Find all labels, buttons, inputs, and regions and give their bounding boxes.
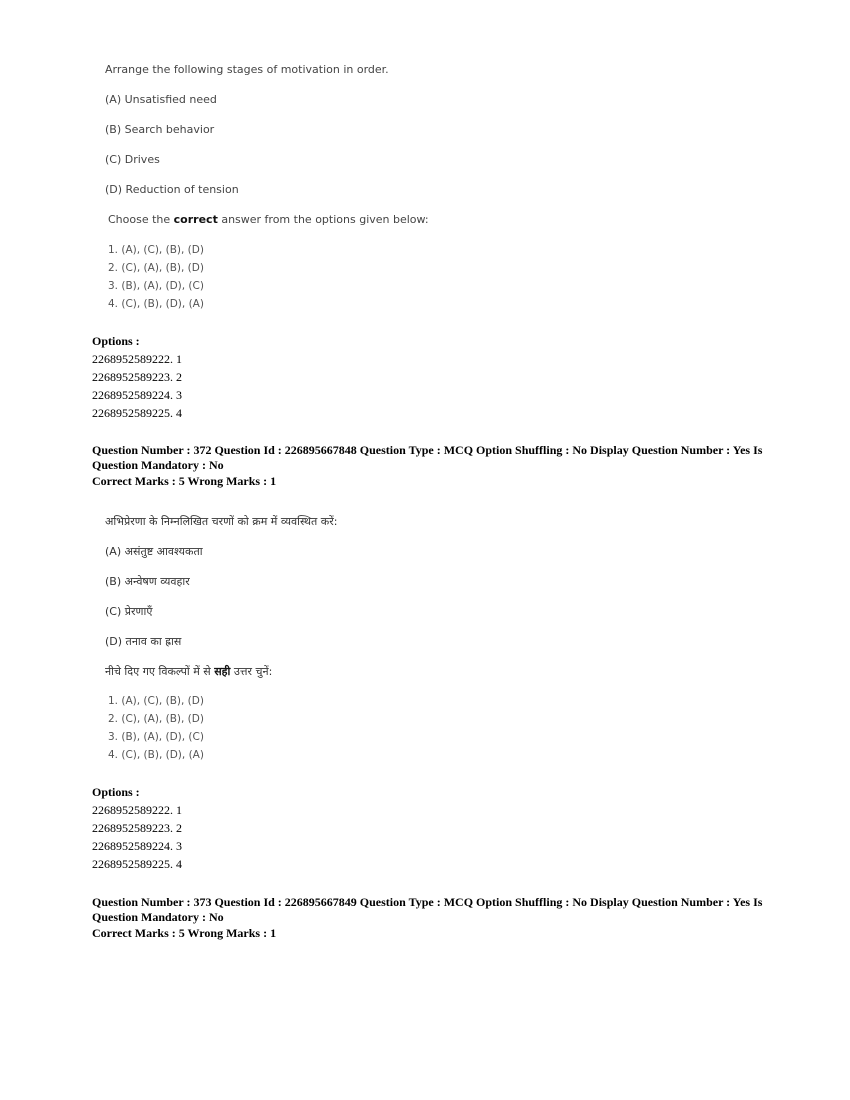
question-373-meta bbox=[92, 895, 782, 941]
question-marks: Correct Marks : 5 Wrong Marks : 1 bbox=[92, 926, 277, 940]
statement-c: (C) प्रेरणाएँ bbox=[105, 605, 153, 618]
answer-choice-2: 2. (C), (A), (B), (D) bbox=[108, 713, 204, 725]
option-id-3: 2268952589224. 3 bbox=[92, 388, 182, 402]
question-stem: Arrange the following stages of motivation in order. bbox=[105, 63, 389, 76]
statement-a: (A) असंतुष्ट आवश्यकता bbox=[105, 545, 203, 558]
option-id-4: 2268952589225. 4 bbox=[92, 406, 182, 420]
question-mandatory: Question Mandatory : No bbox=[92, 458, 224, 472]
statement-d: (D) Reduction of tension bbox=[105, 183, 239, 196]
statement-b: (B) अन्वेषण व्यवहार bbox=[105, 575, 190, 588]
statement-d: (D) तनाव का ह्रास bbox=[105, 635, 182, 648]
statement-c: (C) Drives bbox=[105, 153, 160, 166]
question-stem: अभिप्रेरणा के निम्नलिखित चरणों को क्रम में व्यवस्थित करें: bbox=[105, 515, 338, 528]
question-meta-line: Question Number : 373 Question Id : 226895667849 Question Type : MCQ Option Shuffling : No Display Question Number : Yes Is bbox=[92, 895, 763, 909]
question-meta-line: Question Number : 372 Question Id : 226895667848 Question Type : MCQ Option Shuffling : No Display Question Number : Yes Is bbox=[92, 443, 763, 457]
choose-instruction bbox=[108, 213, 429, 226]
answer-choice-3: 3. (B), (A), (D), (C) bbox=[108, 280, 204, 292]
answer-choice-3: 3. (B), (A), (D), (C) bbox=[108, 731, 204, 743]
answer-choice-1: 1. (A), (C), (B), (D) bbox=[108, 695, 204, 707]
statement-a: (A) Unsatisfied need bbox=[105, 93, 217, 106]
option-id-1: 2268952589222. 1 bbox=[92, 803, 182, 817]
choose-prefix: Choose the bbox=[108, 213, 174, 226]
options-label: Options : bbox=[92, 785, 140, 799]
answer-choice-1: 1. (A), (C), (B), (D) bbox=[108, 244, 204, 256]
choose-suffix: answer from the options given below: bbox=[217, 213, 429, 226]
choose-bold-word: correct bbox=[173, 213, 218, 226]
option-id-2: 2268952589223. 2 bbox=[92, 370, 182, 384]
question-mandatory: Question Mandatory : No bbox=[92, 910, 224, 924]
option-id-2: 2268952589223. 2 bbox=[92, 821, 182, 835]
option-id-1: 2268952589222. 1 bbox=[92, 352, 182, 366]
statement-b: (B) Search behavior bbox=[105, 123, 215, 136]
option-id-3: 2268952589224. 3 bbox=[92, 839, 182, 853]
choose-bold-word: सही bbox=[214, 665, 231, 678]
answer-choice-4: 4. (C), (B), (D), (A) bbox=[108, 298, 204, 310]
choose-instruction bbox=[105, 664, 272, 679]
answer-choice-2: 2. (C), (A), (B), (D) bbox=[108, 262, 204, 274]
options-label: Options : bbox=[92, 334, 140, 348]
answer-choice-4: 4. (C), (B), (D), (A) bbox=[108, 749, 204, 761]
option-id-4: 2268952589225. 4 bbox=[92, 857, 182, 871]
question-372-meta bbox=[92, 443, 782, 489]
choose-prefix: नीचे दिए गए विकल्पों में से bbox=[105, 665, 215, 678]
question-marks: Correct Marks : 5 Wrong Marks : 1 bbox=[92, 474, 277, 488]
choose-suffix: उत्तर चुनें: bbox=[230, 665, 273, 678]
